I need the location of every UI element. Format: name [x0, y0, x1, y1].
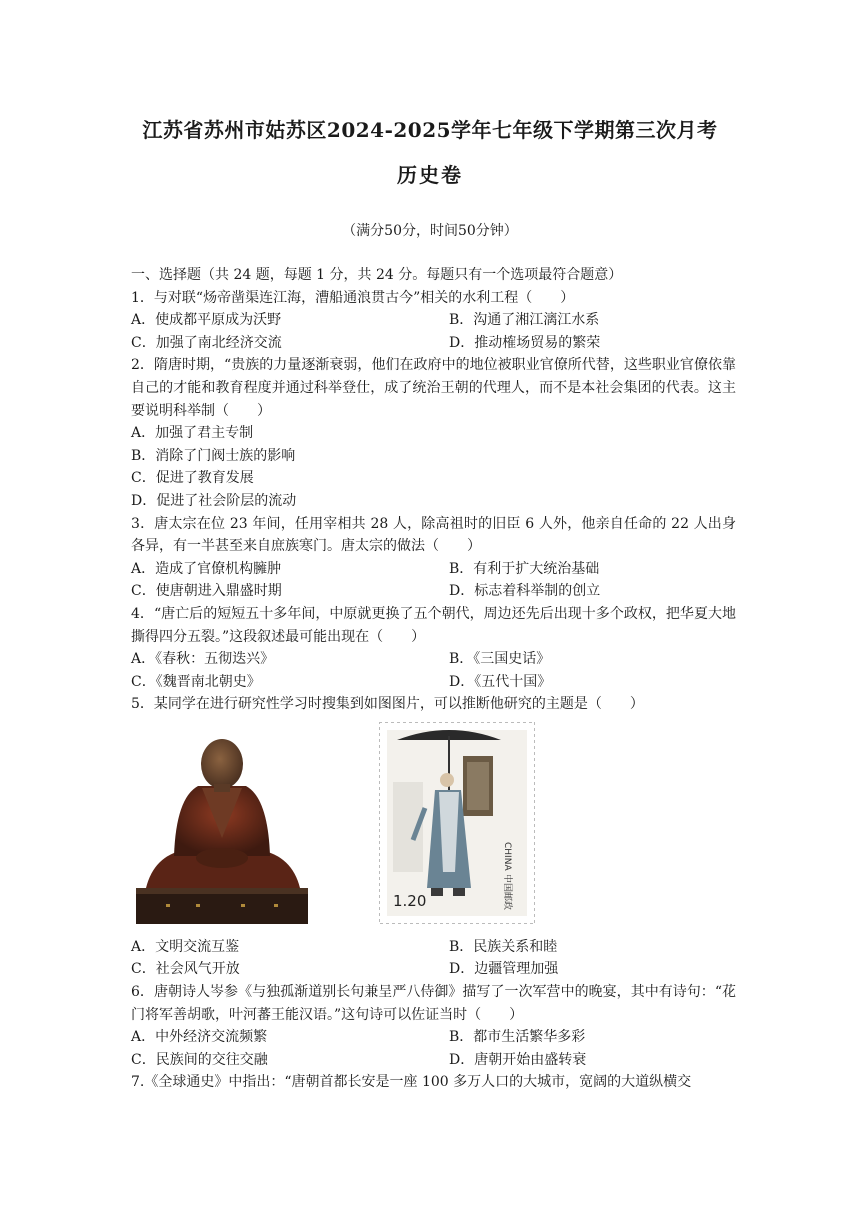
- question-1: [131, 287, 736, 355]
- seated-monk-statue-image: [136, 728, 308, 924]
- option-d: D．边疆管理加强: [449, 961, 559, 978]
- option-a: A．造成了官僚机构臃肿: [131, 560, 282, 577]
- stamp-cn-label: 中国邮政: [502, 873, 512, 910]
- question-figures: [131, 720, 736, 936]
- question-5: [131, 693, 736, 981]
- option-d: D．唐朝开始由盛转衰: [449, 1051, 587, 1068]
- exam-title: 江苏省苏州市姑苏区2024-2025学年七年级下学期第三次月考: [142, 118, 718, 142]
- question-4: [131, 603, 736, 693]
- exam-info: （满分50分，时间50分钟）: [342, 223, 518, 239]
- question-2: [131, 354, 736, 512]
- option-d: D．推动榷场贸易的繁荣: [449, 334, 601, 351]
- postage-stamp-image: [379, 722, 535, 924]
- question-6: [131, 981, 736, 1071]
- section-heading: 一、选择题（共 24 题，每题 1 分，共 24 分。每题只有一个选项最符合题意）: [131, 267, 623, 283]
- option-a: A．加强了君主专制: [131, 425, 254, 442]
- exam-subject: 历史卷: [397, 163, 463, 187]
- option-c: C．《魏晋南北朝史》: [131, 673, 261, 690]
- option-b: B．民族关系和睦: [449, 938, 558, 955]
- option-b: B．《三国史话》: [449, 651, 551, 668]
- question-stem: 7.《全球通史》中指出：“唐朝首都长安是一座 100 多万人口的大城市，宽阔的大道纵横交: [131, 1074, 692, 1091]
- option-c: C．促进了教育发展: [131, 470, 254, 487]
- option-b: B．消除了门阀士族的影响: [131, 447, 296, 464]
- question-3: [131, 513, 736, 603]
- stamp-country: CHINA: [502, 841, 512, 871]
- stamp-value: 1.20: [393, 891, 427, 910]
- option-d: D．促进了社会阶层的流动: [131, 492, 297, 509]
- question-7: [131, 1071, 736, 1094]
- exam-content: [131, 264, 736, 1094]
- option-b: B．沟通了湘江漓江水系: [449, 312, 600, 329]
- option-c: C．民族间的交往交融: [131, 1051, 268, 1068]
- option-a: A．使成都平原成为沃野: [131, 312, 282, 329]
- option-b: B．有利于扩大统治基础: [449, 560, 600, 577]
- question-stem: 2．隋唐时期，“贵族的力量逐渐衰弱，他们在政府中的地位被职业官僚所代替，这些职业官僚依靠自己的才能和教育程度并通过科举登仕，成了统治王朝的代理人，而不是本社会集团的代表。这主要说明科举制（ ）: [131, 357, 736, 419]
- option-c: C．社会风气开放: [131, 961, 240, 978]
- question-stem: 5．某同学在进行研究性学习时搜集到如图图片，可以推断他研究的主题是（ ）: [131, 696, 644, 713]
- option-a: A．中外经济交流频繁: [131, 1029, 268, 1046]
- option-a: A．文明交流互鉴: [131, 938, 240, 955]
- question-stem: 4．“唐亡后的短短五十多年间，中原就更换了五个朝代，周边还先后出现十多个政权，把华夏大地撕得四分五裂。”这段叙述最可能出现在（ ）: [131, 605, 736, 645]
- option-c: C．加强了南北经济交流: [131, 334, 282, 351]
- question-stem: 1．与对联“炀帝凿渠连江海，漕船通浪贯古今”相关的水利工程（ ）: [131, 289, 575, 306]
- question-stem: 6．唐朝诗人岑参《与独孤渐道别长句兼呈严八侍御》描写了一次军营中的晚宴，其中有诗句：“花门将军善胡歌，叶河蕃王能汉语。”这句诗可以佐证当时（ ）: [131, 984, 736, 1023]
- option-b: B．都市生活繁华多彩: [449, 1029, 586, 1046]
- option-d: D．《五代十国》: [449, 673, 552, 690]
- question-stem: 3．唐太宗在位 23 年间，任用宰相共 28 人，除高祖时的旧臣 6 人外，他亲自任命的 22 人出身各异，有一半甚至来自庶族寒门。唐太宗的做法（ ）: [131, 515, 736, 555]
- option-d: D．标志着科举制的创立: [449, 583, 601, 600]
- option-c: C．使唐朝进入鼎盛时期: [131, 583, 282, 600]
- option-a: A．《春秋：五彻迭兴》: [131, 651, 275, 668]
